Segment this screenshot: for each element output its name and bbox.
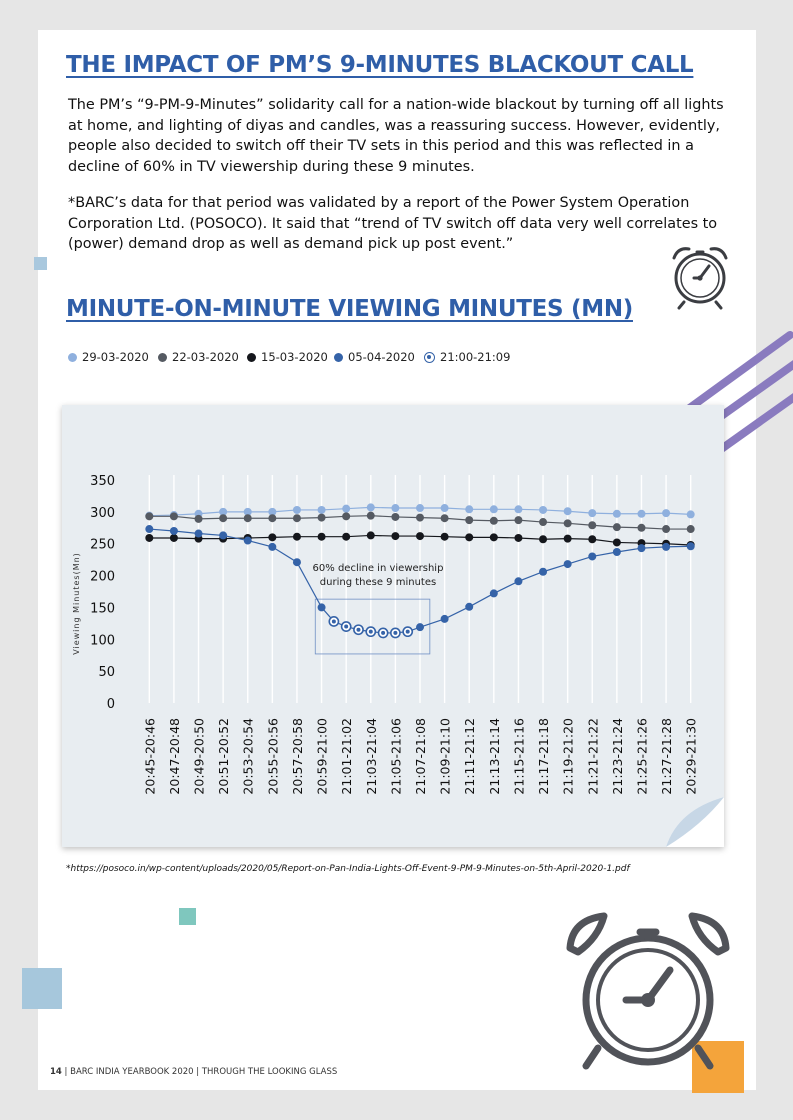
footer-text: | BARC INDIA YEARBOOK 2020 | THROUGH THE LOOKING GLASS [61,1067,338,1077]
data-point [441,504,449,512]
data-point [416,623,424,631]
legend-item [247,350,328,364]
x-tick-label: 21:15-21:16 [511,718,527,795]
legend-label: 29-03-2020 [82,350,149,364]
data-point [293,558,301,566]
alarm-clock-icon [664,240,736,312]
x-tick-label: 21:21-21:22 [585,718,601,795]
page-footer [50,1067,337,1077]
data-point [268,514,276,522]
data-point [318,506,326,514]
x-tick-label: 21:03-21:04 [363,718,379,795]
data-point [490,505,498,513]
data-point [613,510,621,518]
x-tick-label: 20:45-20:46 [142,718,158,795]
data-point [687,525,695,533]
data-point [170,512,178,520]
legend-marker [158,353,167,362]
data-point [219,531,227,539]
legend-item [424,350,510,364]
intro-paragraph: The PM’s “9-PM-9-Minutes” solidarity call for a nation-wide blackout by turning off all lights at home, and lighting of diyas and candles, was a reassuring success. However, evidently, people also decided to switch off their TV sets in this period and this was reflected in a decline of 60% in TV viewership during these 9 minutes. [68,97,724,175]
x-tick-label: 21:19-21:20 [560,718,576,795]
data-point [293,514,301,522]
legend-marker [247,353,256,362]
data-point [416,504,424,512]
y-tick-label: 100 [90,633,115,649]
data-point [145,512,153,520]
data-point [637,544,645,552]
legend-item [334,350,415,364]
data-point [195,530,203,538]
data-point [613,523,621,531]
data-point [219,514,227,522]
data-point [244,514,252,522]
data-point [564,519,572,527]
y-tick-label: 50 [98,665,115,681]
data-point [145,534,153,542]
data-point [391,532,399,540]
data-point [342,512,350,520]
x-tick-label: 20:53-20:54 [240,718,256,795]
data-point [490,533,498,541]
data-point [514,516,522,524]
data-point [416,514,424,522]
data-point [637,510,645,518]
x-tick-label: 21:07-21:08 [413,718,428,795]
chart-title: MINUTE-ON-MINUTE VIEWING MINUTES (MN) [66,296,633,322]
data-point [342,533,350,541]
data-point [564,560,572,568]
x-tick-label: 21:05-21:06 [388,718,404,795]
section-title-blackout: THE IMPACT OF PM’S 9-MINUTES BLACKOUT CALL [66,52,694,78]
data-point [342,505,350,513]
data-point-highlight-center [332,619,336,623]
data-point [514,577,522,585]
x-tick-label: 20:55-20:56 [265,718,281,795]
data-point [465,516,473,524]
data-point [687,510,695,518]
data-point [613,538,621,546]
data-point [588,535,596,543]
x-tick-label: 20:29-21:30 [683,718,699,795]
x-tick-label: 20:49-20:50 [191,718,207,795]
data-point-highlight-center [356,628,360,632]
x-tick-label: 21:27-21:28 [659,718,675,795]
data-point [268,543,276,551]
decor-square [22,968,62,1009]
legend-marker-highlight [424,352,435,363]
x-tick-label: 20:57-20:58 [289,718,305,795]
data-point [465,533,473,541]
y-tick-label: 0 [106,697,115,712]
data-point [539,518,547,526]
data-point [662,543,670,551]
data-point [539,506,547,514]
y-tick-label: 200 [90,569,115,585]
data-point [293,533,301,541]
x-tick-label: 21:13-21:14 [486,718,502,795]
legend-item [68,350,149,364]
x-tick-label: 20:47-20:48 [166,718,182,795]
data-point-highlight-center [406,630,410,634]
data-point [244,537,252,545]
data-point [391,513,399,521]
legend-marker [334,353,343,362]
alarm-clock-icon [558,908,738,1078]
line-chart [62,405,724,847]
data-point [662,509,670,517]
x-tick-label: 21:01-21:02 [339,718,355,795]
posoco-paragraph: *BARC’s data for that period was validated by a report of the Power System Operation Corporation Ltd. (POSOCO). It said that “trend of TV switch off data very well correlates to (power) demand drop as well as demand pick up post event.” [68,195,718,252]
data-point [318,514,326,522]
data-point [441,615,449,623]
x-tick-label: 21:25-21:26 [634,718,650,795]
decor-square [179,908,196,925]
annotation-line-2: during these 9 minutes [319,577,437,588]
data-point [564,535,572,543]
data-point [539,535,547,543]
y-tick-label: 150 [90,601,115,617]
data-point [441,514,449,522]
source-footnote: *https://posoco.in/wp-content/uploads/2020/05/Report-on-Pan-India-Lights-Off-Event-9-PM-9-Minutes-on-5th-April-2020-1.pdf [66,864,630,874]
data-point [588,552,596,560]
data-point-highlight-center [369,630,373,634]
data-point [367,503,375,511]
x-tick-label: 21:17-21:18 [536,718,552,795]
data-point [514,534,522,542]
data-point [514,505,522,513]
data-point [145,525,153,533]
data-point [564,507,572,515]
data-point [293,506,301,514]
data-point [588,521,596,529]
x-tick-label: 21:23-21:24 [609,718,625,795]
data-point [490,589,498,597]
x-tick-label: 20:59-21:00 [314,718,330,795]
data-point [539,568,547,576]
data-point [318,603,326,611]
x-tick-label: 21:09-21:10 [437,718,453,795]
data-point [465,505,473,513]
data-point [391,504,399,512]
legend-label: 15-03-2020 [261,350,328,364]
data-point [613,548,621,556]
data-point [170,527,178,535]
page-number: 14 [50,1067,62,1077]
data-point [195,515,203,523]
data-point [637,524,645,532]
data-point [416,532,424,540]
y-axis-label: Viewing Minutes(Mn) [72,552,81,655]
y-tick-label: 250 [90,537,115,553]
data-point [588,509,596,517]
data-point [662,525,670,533]
legend-label: 05-04-2020 [348,350,415,364]
chart-card [62,405,724,847]
data-point-highlight-center [393,631,397,635]
data-point [465,603,473,611]
y-tick-label: 350 [90,474,115,489]
data-point [318,533,326,541]
data-point [367,531,375,539]
x-tick-label: 21:11-21:12 [462,718,478,795]
y-tick-label: 300 [90,505,115,521]
data-point [490,517,498,525]
data-point [367,512,375,520]
data-point [170,534,178,542]
data-point-highlight-center [381,631,385,635]
data-point [687,542,695,550]
decor-square [34,257,47,270]
legend-label: 22-03-2020 [172,350,239,364]
legend-item [158,350,239,364]
legend-marker [68,353,77,362]
data-point-highlight-center [344,625,348,629]
annotation-line-1: 60% decline in viewership [312,563,444,574]
x-tick-label: 20:51-20:52 [216,718,232,795]
data-point [268,533,276,541]
data-point [441,533,449,541]
legend-label: 21:00-21:09 [440,350,511,364]
